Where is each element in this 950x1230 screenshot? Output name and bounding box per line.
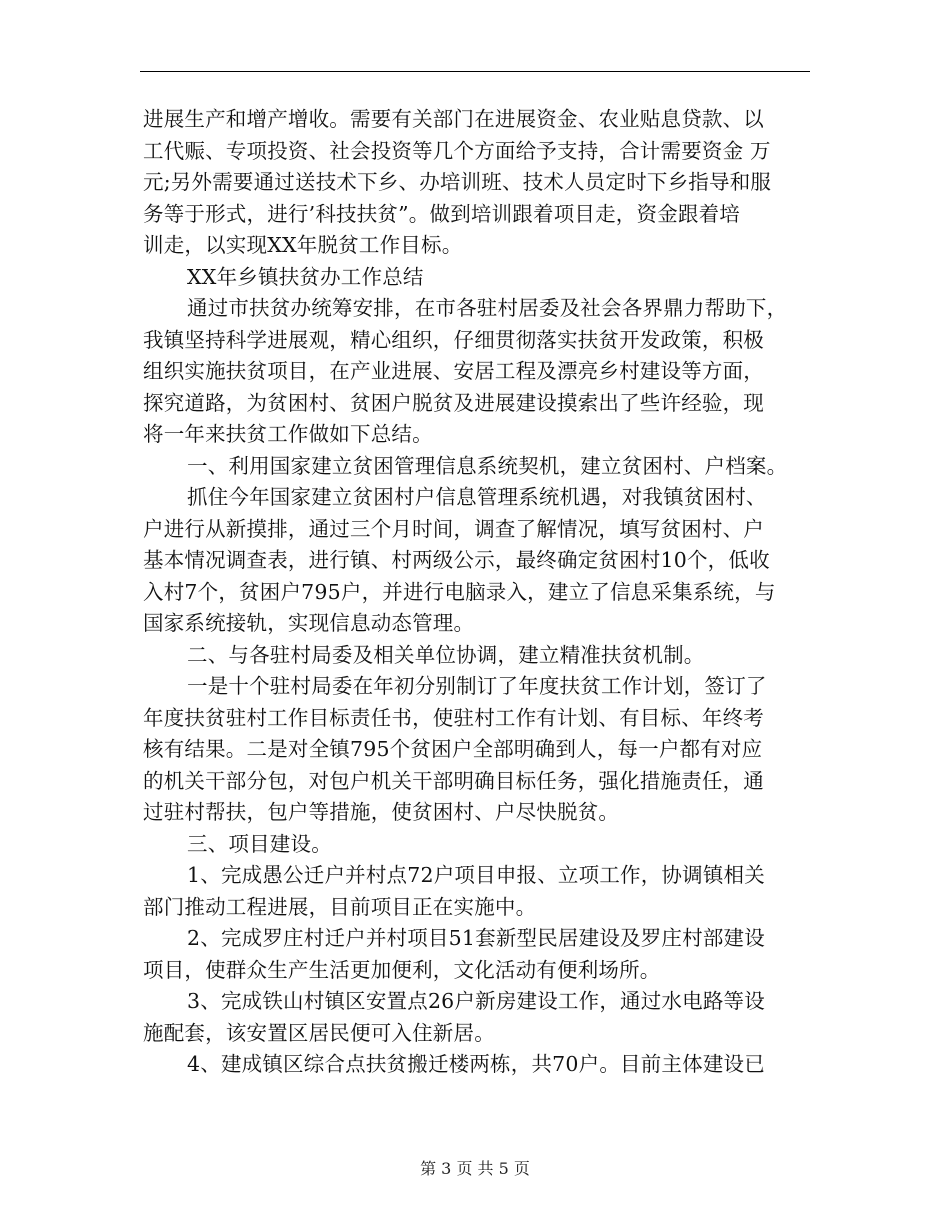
text-line: 一是十个驻村局委在年初分别制订了年度扶贫工作计划，签订了 [187,674,767,698]
text-line: 进展生产和增产增收。需要有关部门在进展资金、农业贴息贷款、以 [143,107,764,131]
text-line: 部门推动工程进展，目前项目正在实施中。 [143,894,537,919]
page-footer: 第 3 页 共 5 页 [420,1159,530,1178]
text-line: 施配套，该安置区居民便可入住新居。 [143,1020,495,1045]
text-line: 国家系统接轨，实现信息动态管理。 [143,611,475,635]
text-line: 3、完成铁山村镇区安置点26户新房建设工作，通过水电路等设 [187,989,765,1013]
text-line: 工代赈、专项投资、社会投资等几个方面给予支持，合计需要资金 万 [143,138,771,163]
text-line: 4、建成镇区综合点扶贫搬迁楼两栋，共70户。目前主体建设已 [187,1052,765,1076]
text-line: 三、项目建设。 [187,831,332,856]
text-line: 基本情况调查表，进行镇、村两级公示，最终确定贫困村10个，低收 [143,548,770,572]
text-line: 一、利用国家建立贫困管理信息系统契机，建立贫困村、户档案。 [187,453,788,478]
text-line: 核有结果。二是对全镇795个贫困户全部明确到人，每一户都有对应 [143,737,763,761]
text-line: 项目，使群众生产生活更加便利，文化活动有便利场所。 [143,957,661,982]
text-line: 通过市扶贫办统筹安排，在市各驻村居委及社会各界鼎力帮助下， [187,296,788,320]
text-line: 1、完成愚公迁户并村点72户项目申报、立项工作，协调镇相关 [187,863,765,887]
text-line: 入村7个，贫困户795户，并进行电脑录入，建立了信息采集系统，与 [143,579,776,604]
text-line: 训走，以实现XX年脱贫工作目标。 [143,233,463,257]
text-line: 元;另外需要通过送技术下乡、办培训班、技术人员定时下乡指导和服 [143,170,772,194]
header-rule [140,71,810,72]
text-line: 探究道路，为贫困村、贫困户脱贫及进展建设摸索出了些许经验，现 [143,390,764,415]
text-line: 2、完成罗庄村迁户并村项目51套新型民居建设及罗庄村部建设 [187,926,765,950]
body-text [143,104,813,1081]
text-line: 将一年来扶贫工作做如下总结。 [143,422,433,446]
text-line: 过驻村帮扶，包户等措施，使贫困村、户尽快脱贫。 [143,800,620,824]
text-line: XX年乡镇扶贫办工作总结 [187,264,424,289]
text-line: 二、与各驻村局委及相关单位协调，建立精准扶贫机制。 [187,642,705,667]
text-line: 年度扶贫驻村工作目标责任书，使驻村工作有计划、有目标、年终考 [143,705,764,730]
text-line: 我镇坚持科学进展观，精心组织，仔细贯彻落实扶贫开发政策，积极 [143,327,764,352]
text-line: 的机关干部分包，对包户机关干部明确目标任务，强化措施责任，通 [143,768,764,793]
text-line: 组织实施扶贫项目，在产业进展、安居工程及漂亮乡村建设等方面， [143,359,764,383]
text-line: 务等于形式，进行’科技扶贫”。做到培训跟着项目走，资金跟着培 [143,201,740,226]
text-line: 户进行从新摸排，通过三个月时间，调查了解情况，填写贫困村、户 [143,516,764,541]
text-line: 抓住今年国家建立贫困村户信息管理系统机遇，对我镇贫困村、 [187,485,767,509]
